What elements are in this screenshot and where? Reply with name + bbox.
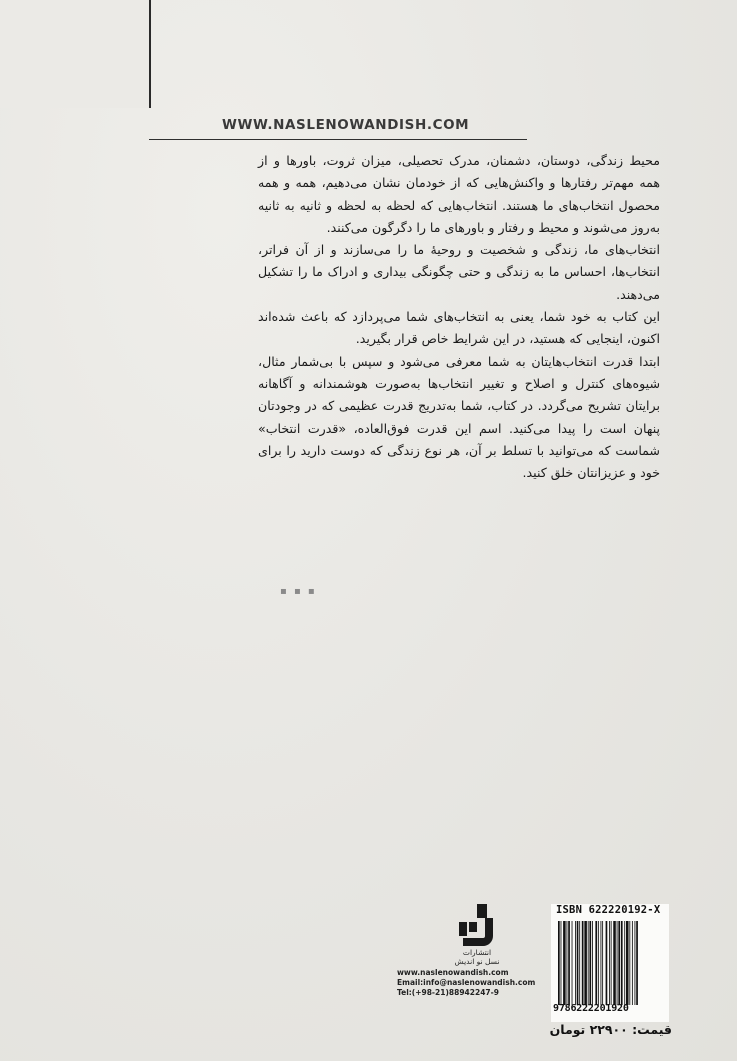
- barcode: [557, 921, 664, 1005]
- blurb-paragraph: ابتدا قدرت انتخاب‌هایتان به شما معرفی می‌شود و سپس با بی‌شمار مثال، شیوه‌های کنترل و اصلاح و تغییر انتخاب‌ها به‌صورت هوشمندانه و آگاهانه برایتان تشریح می‌گردد. در کتاب، شما به‌تدریج قدرت عظیمی که در وجودتان پنهان است را پیدا می‌کنید. اسم این قدرت فوق‌العاده، «قدرت انتخاب» شماست که می‌توانید با تسلط بر آن، هر نوع زندگی که دوست دارید را برای خود و عزیزانتان خلق کنید.: [258, 353, 660, 481]
- barcode-bar: [621, 921, 623, 1005]
- blurb-paragraph: محیط زندگی، دوستان، دشمنان، مدرک تحصیلی، میزان ثروت، باورها و از همه مهم‌تر رفتارها و واکنش‌هایی که از خودمان نشان می‌دهیم، همه و همه محصول انتخاب‌های ما هستند. انتخاب‌هایی که لحظه به لحظه و ثانیه به ثانیه به‌روز می‌شوند و محیط و رفتار و باورهای ما را دگرگون می‌کنند.: [258, 153, 660, 235]
- barcode-bar: [561, 921, 562, 1005]
- barcode-number: 9786222201920: [553, 1003, 629, 1014]
- barcode-bar: [577, 921, 579, 1005]
- barcode-bar: [592, 921, 593, 1005]
- barcode-bar: [563, 921, 566, 1005]
- blurb-paragraph: انتخاب‌های ما، زندگی و شخصیت و روحیهٔ ما را می‌سازند و از آن فراتر، انتخاب‌ها، احساس ما به زندگی و حتی چگونگی بیداری و ادراک ما را تشکیل می‌دهند.: [258, 242, 660, 302]
- barcode-bar: [588, 921, 589, 1005]
- barcode-bar: [582, 921, 584, 1005]
- ornament-dots: ▪ ▪ ▪: [280, 586, 317, 597]
- barcode-bar: [618, 921, 620, 1005]
- publisher-website: www.naslenowandish.com: [397, 968, 509, 977]
- vertical-rule: [149, 0, 151, 108]
- publisher-email: Email:info@naslenowandish.com: [397, 978, 536, 987]
- cover-panel-shade: [0, 0, 149, 108]
- isbn-number: ISBN 622220192-X: [556, 904, 661, 916]
- publisher-label: انتشارات: [462, 948, 492, 957]
- barcode-bar: [635, 921, 636, 1005]
- barcode-bar: [606, 921, 608, 1005]
- website-heading: WWW.NASLENOWANDISH.COM: [222, 117, 470, 133]
- publisher-name: [447, 948, 507, 966]
- barcode-bar: [575, 921, 576, 1005]
- barcode-bar: [609, 921, 610, 1005]
- barcode-bar: [567, 921, 568, 1005]
- barcode-bar: [558, 921, 560, 1005]
- horizontal-rule: [149, 139, 527, 140]
- barcode-bar: [636, 921, 638, 1005]
- publisher-title: نسل نو اندیش: [454, 957, 500, 966]
- barcode-bar: [601, 921, 602, 1005]
- blurb-paragraph: این کتاب به خود شما، یعنی به انتخاب‌های شما می‌پردازد که باعث شده‌اند اکنون، اینجایی که هستید، در این شرایط خاص قرار بگیرید.: [258, 309, 660, 347]
- barcode-bar: [617, 921, 618, 1005]
- barcode-bar: [632, 921, 633, 1005]
- blurb-text: [258, 150, 660, 484]
- barcode-bar: [629, 921, 630, 1005]
- barcode-bar: [626, 921, 629, 1005]
- publisher-logo: [455, 902, 495, 947]
- barcode-bar: [568, 921, 570, 1005]
- price-label: قیمت: ۲۲۹۰۰ تومان: [549, 1022, 672, 1037]
- publisher-phone: Tel:(+98-21)88942247-9: [397, 988, 499, 997]
- barcode-bar: [595, 921, 597, 1005]
- barcode-bar: [589, 921, 591, 1005]
- barcode-bar: [572, 921, 573, 1005]
- barcode-bar: [624, 921, 625, 1005]
- barcode-bar: [602, 921, 603, 1005]
- publisher-contact: [397, 968, 547, 998]
- barcode-bar: [584, 921, 587, 1005]
- barcode-bar: [579, 921, 580, 1005]
- barcode-bar: [611, 921, 612, 1005]
- barcode-bar: [598, 921, 599, 1005]
- barcode-bar: [613, 921, 616, 1005]
